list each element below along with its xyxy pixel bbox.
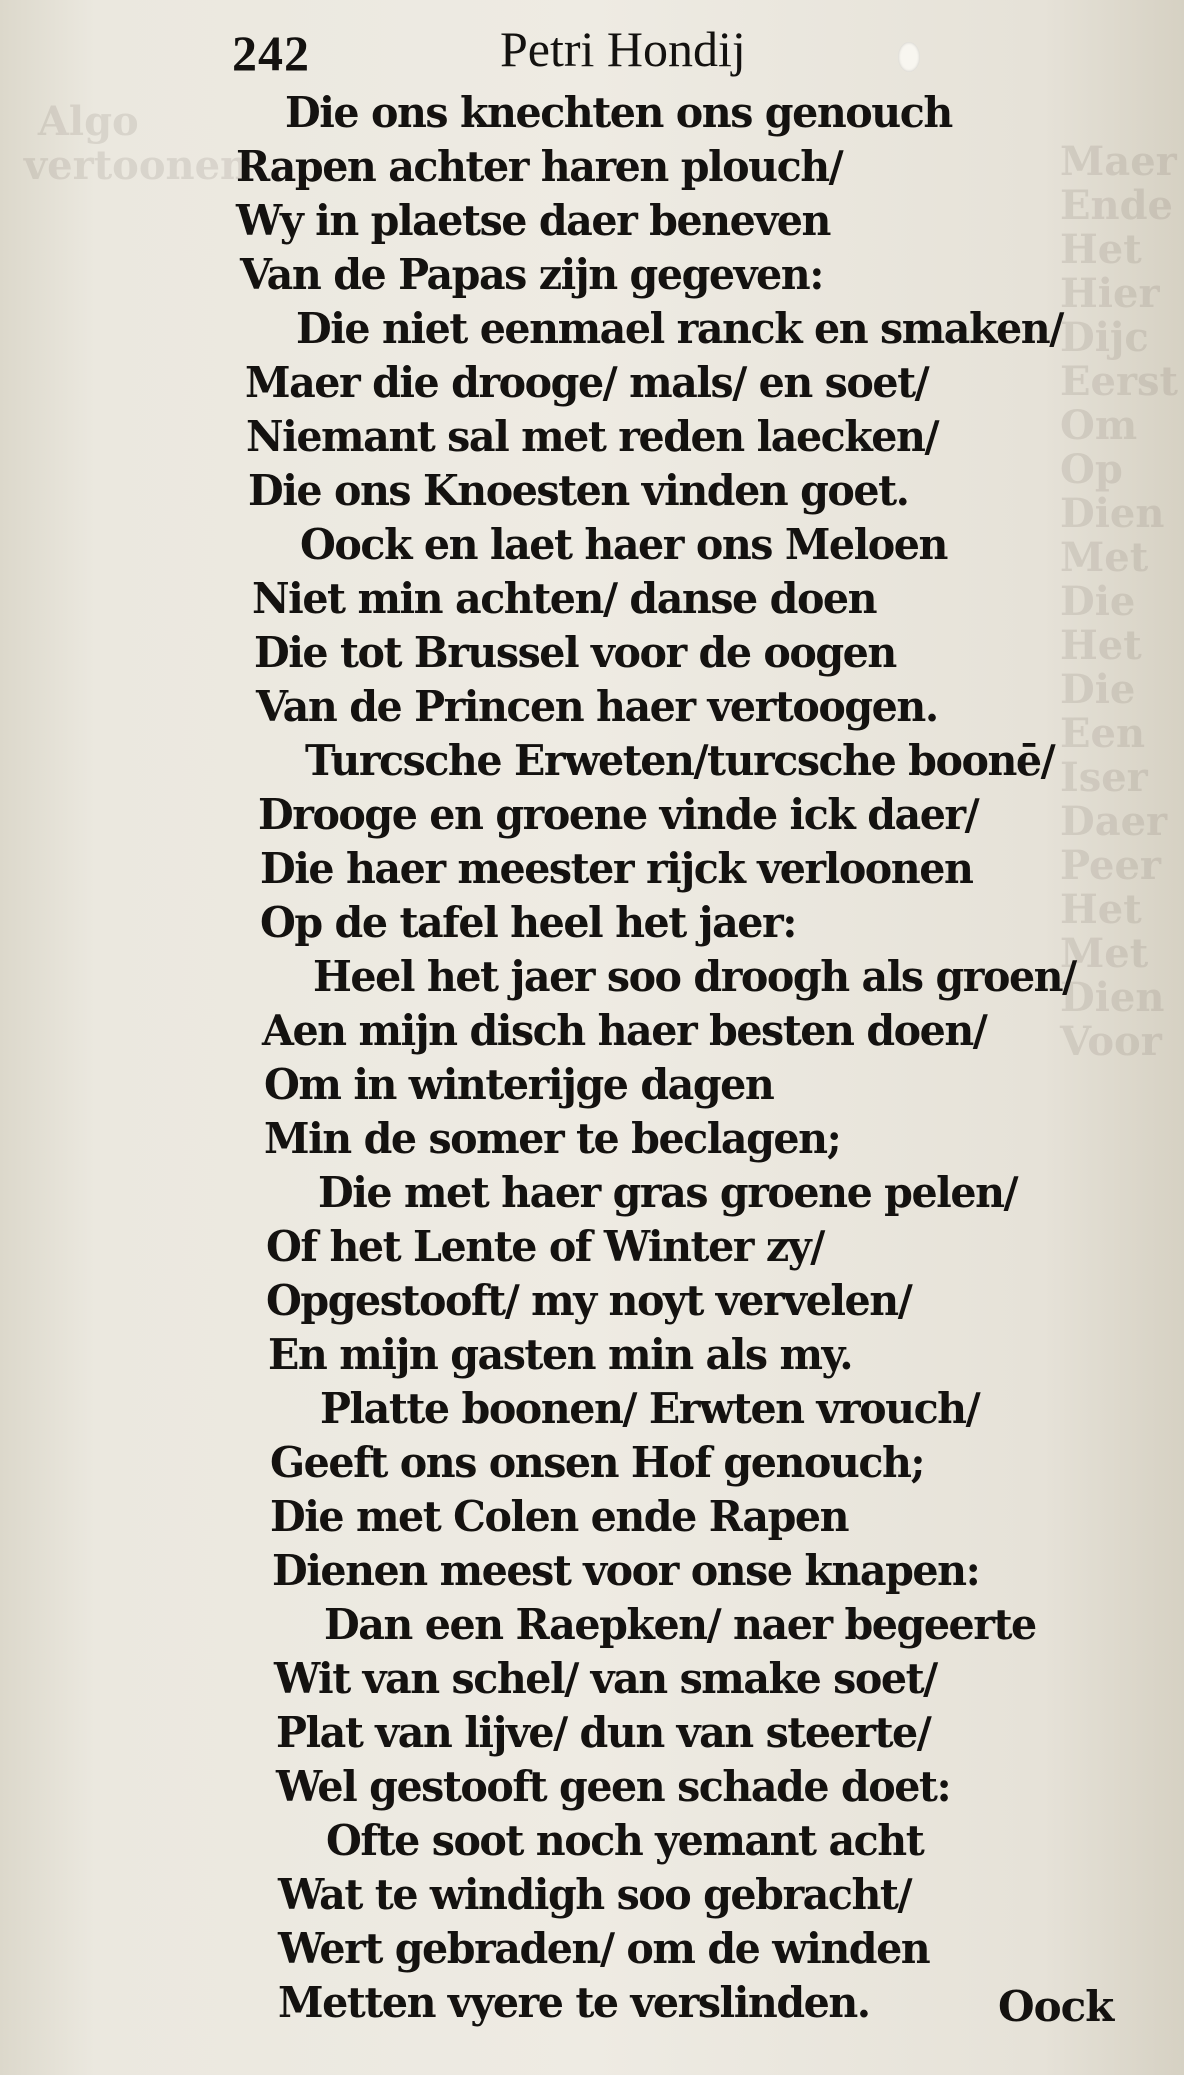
verse-line: Van de Papas zijn gegeven: — [240, 250, 823, 299]
verse-line: Opgestooft/ my noyt vervelen/ — [266, 1276, 912, 1325]
verse-line: Die met Colen ende Rapen — [270, 1492, 849, 1541]
verse-line: Geeft ons onsen Hof genouch; — [270, 1438, 925, 1487]
page-number: 242 — [232, 25, 310, 81]
verse-line: Oock en laet haer ons Meloen — [300, 520, 947, 569]
verse-line: Die niet eenmael ranck en smaken/ — [296, 304, 1063, 353]
verse-line: Turcsche Erweten/turcsche boonē/ — [305, 736, 1055, 785]
verse-line: Niemant sal met reden laecken/ — [246, 412, 939, 461]
verse-line: Dan een Raepken/ naer begeerte — [324, 1600, 1036, 1649]
verse-line: Heel het jaer soo droogh als groen/ — [313, 952, 1076, 1001]
verse-line: Aen mijn disch haer besten doen/ — [262, 1006, 987, 1055]
verse-line: Rapen achter haren plouch/ — [236, 142, 843, 191]
verse-line: Maer die drooge/ mals/ en soet/ — [245, 358, 929, 407]
verse-line: Die ons Knoesten vinden goet. — [248, 466, 909, 515]
verse-line: Om in winterijge dagen — [264, 1060, 774, 1109]
verse-line: Die ons knechten ons genouch — [285, 88, 952, 137]
catchword: Oock — [998, 1982, 1114, 2031]
verse-line: Platte boonen/ Erwten vrouch/ — [320, 1384, 980, 1433]
show-through-right: Maer Ende Het Hier Dijc Eerst Om Op Dien Met Die Het Die Een Iser Daer Peer Het Met Dien Voor — [1060, 138, 1179, 1065]
verse-line: Metten vyere te verslinden. — [278, 1978, 870, 2027]
verse-line: Wel gestooft geen schade doet: — [276, 1762, 951, 1811]
page-header — [0, 12, 1184, 81]
verse-line: Wert gebraden/ om de winden — [278, 1924, 930, 1973]
verse-line: Niet min achten/ danse doen — [252, 574, 877, 623]
verse-line: Op de tafel heel het jaer: — [260, 898, 796, 947]
verse-line: Die met haer gras groene pelen/ — [318, 1168, 1018, 1217]
verse-line: Wy in plaetse daer beneven — [236, 196, 830, 245]
verse-line: Wit van schel/ van smake soet/ — [274, 1654, 937, 1703]
verse-line: Wat te windigh soo gebracht/ — [278, 1870, 912, 1919]
verse-line: Dienen meest voor onse knapen: — [272, 1546, 980, 1595]
running-head: Petri Hondij — [500, 21, 746, 77]
paper-hole — [898, 42, 920, 72]
verse-line: Ofte soot noch yemant acht — [326, 1816, 924, 1865]
verse-line: Min de somer te beclagen; — [264, 1114, 841, 1163]
verse-line: Drooge en groene vinde ick daer/ — [258, 790, 979, 839]
verse-line: En mijn gasten min als my. — [268, 1330, 853, 1379]
verse-line: Van de Princen haer vertoogen. — [256, 682, 938, 731]
verse-line: Die tot Brussel voor de oogen — [254, 628, 896, 677]
verse-line: Of het Lente of Winter zy/ — [266, 1222, 824, 1271]
verse-line: Die haer meester rijck verloonen — [260, 844, 973, 893]
verse-line: Plat van lijve/ dun van steerte/ — [276, 1708, 931, 1757]
show-through-left: Algo vertoonen — [23, 98, 250, 189]
